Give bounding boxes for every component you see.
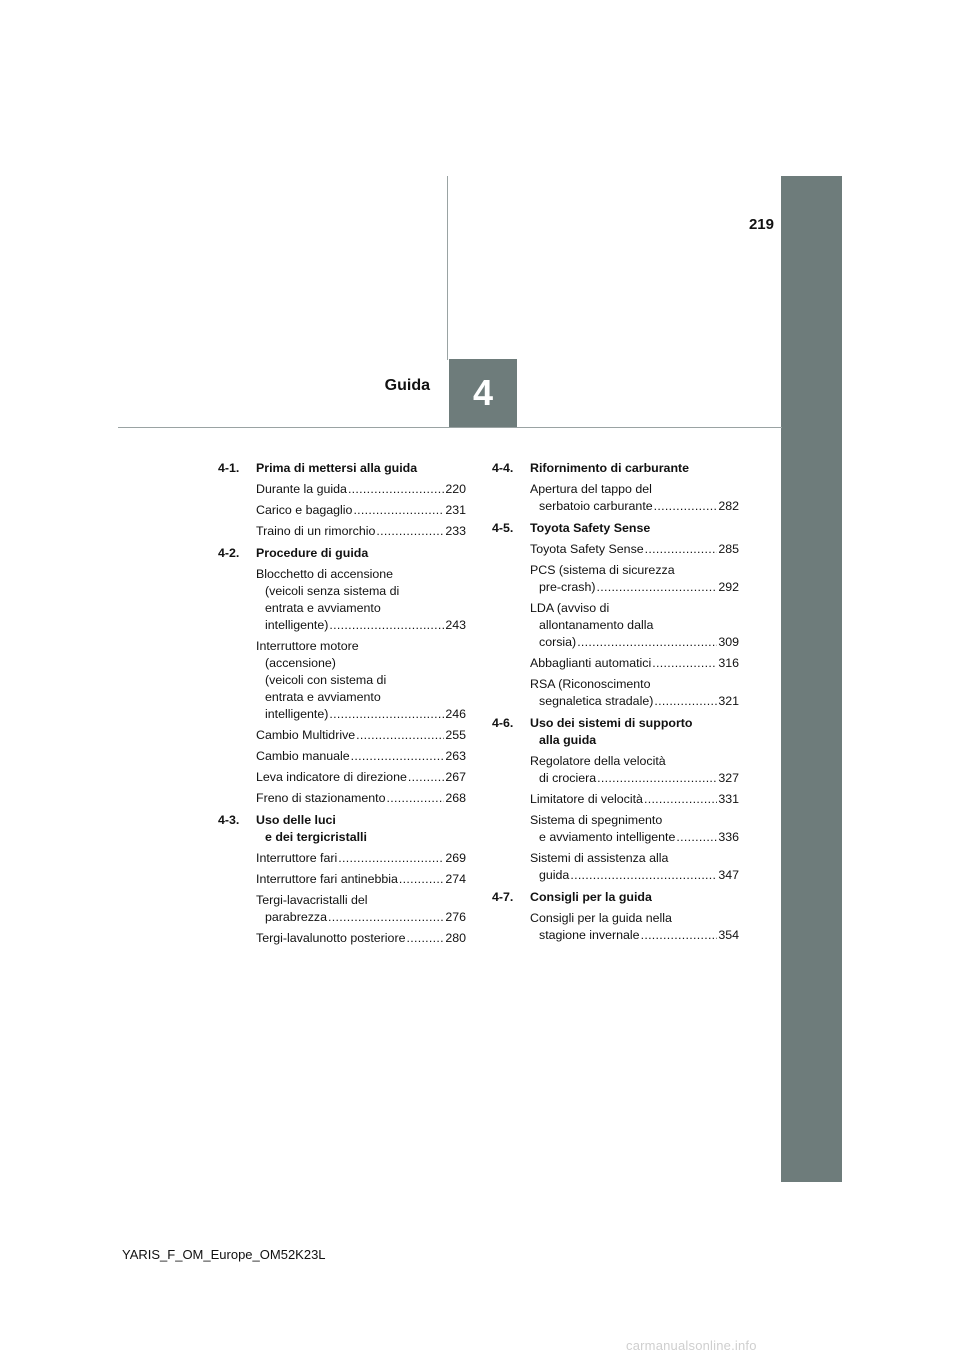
dot-leader: [570, 867, 717, 884]
entry-last-line: [530, 693, 739, 710]
section-title: [256, 545, 466, 562]
entry-page-number: 276: [445, 910, 466, 924]
entry-text-line: Interruttore fari: [256, 851, 338, 865]
entry-last-line: [256, 871, 466, 888]
section-title: [530, 889, 739, 906]
entry-page-number: 268: [445, 791, 466, 805]
dot-leader: [408, 769, 444, 786]
entry-last-line: [256, 481, 466, 498]
toc-section: [218, 545, 466, 807]
toc-entry[interactable]: [256, 523, 466, 540]
entry-last-line: [256, 909, 466, 926]
dot-leader: [376, 523, 444, 540]
toc-entry[interactable]: [530, 655, 739, 672]
entry-text-line: e avviamento intelligente: [539, 830, 676, 844]
dot-leader: [353, 502, 444, 519]
entry-text-line: (veicoli con sistema di: [265, 673, 387, 687]
entry-page-number: 263: [445, 749, 466, 763]
watermark: carmanualsonline.info: [626, 1338, 757, 1353]
toc-entry[interactable]: [256, 892, 466, 926]
section-heading: [218, 545, 466, 562]
section-title: [530, 715, 739, 749]
toc-section: [492, 520, 739, 710]
entry-text-line: corsia): [539, 635, 577, 649]
toc-entry[interactable]: [530, 600, 739, 651]
entry-text-line: intelligente): [265, 618, 329, 632]
toc-section: [218, 812, 466, 947]
entry-text-line: Cambio manuale: [256, 749, 350, 763]
entry-page-number: 321: [718, 694, 739, 708]
entry-page-number: 354: [718, 928, 739, 942]
toc-entry[interactable]: [530, 812, 739, 846]
header-vertical-rule: [447, 176, 448, 360]
chapter-sidebar-tab: [781, 176, 842, 1182]
entry-text-line: Consigli per la guida nella: [530, 911, 672, 925]
toc-entry[interactable]: [256, 790, 466, 807]
entry-text-line: guida: [539, 868, 570, 882]
toc-section: [492, 460, 739, 515]
dot-leader: [645, 541, 718, 558]
toc-entry[interactable]: [256, 871, 466, 888]
entry-last-line: [256, 769, 466, 786]
entry-last-line: [256, 850, 466, 867]
toc-column-right: [492, 460, 739, 949]
footer-doc-code: YARIS_F_OM_Europe_OM52K23L: [122, 1247, 326, 1262]
chapter-title: Guida: [384, 377, 430, 394]
entry-page-number: 327: [718, 771, 739, 785]
dot-leader: [406, 930, 444, 947]
dot-leader: [654, 498, 718, 515]
entry-text-line: Tergi-lavalunotto posteriore: [256, 931, 406, 945]
entry-text-line: Interruttore motore: [256, 639, 359, 653]
dot-leader: [329, 617, 444, 634]
entry-page-number: 243: [445, 618, 466, 632]
entry-text-line: Durante la guida: [256, 482, 347, 496]
entry-page-number: 233: [445, 524, 466, 538]
toc-entry[interactable]: [256, 769, 466, 786]
entry-last-line: [256, 617, 466, 634]
toc-entry[interactable]: [256, 727, 466, 744]
entry-text-line: Limitatore di velocità: [530, 792, 643, 806]
section-title-line: alla guida: [539, 733, 597, 747]
section-title-line: Toyota Safety Sense: [530, 521, 651, 535]
toc-entry[interactable]: [256, 638, 466, 723]
section-title: [530, 460, 739, 477]
entry-page-number: 274: [445, 872, 466, 886]
entry-page-number: 336: [718, 830, 739, 844]
entry-page-number: 292: [718, 580, 739, 594]
entry-page-number: 255: [445, 728, 466, 742]
entry-text-line: Traino di un rimorchio: [256, 524, 376, 538]
entry-last-line: [256, 930, 466, 947]
toc-section: [218, 460, 466, 540]
entry-last-line: [256, 790, 466, 807]
toc-column-left: [218, 460, 466, 952]
section-title-line: e dei tergicristalli: [265, 830, 367, 844]
dot-leader: [652, 655, 717, 672]
entry-text-line: Leva indicatore di direzione: [256, 770, 407, 784]
entry-last-line: [530, 867, 739, 884]
entry-text-line: LDA (avviso di: [530, 601, 610, 615]
entry-last-line: [530, 541, 739, 558]
entry-text-line: Abbaglianti automatici: [530, 656, 652, 670]
section-title-line: Uso delle luci: [256, 813, 336, 827]
entry-last-line: [256, 706, 466, 723]
toc-entry[interactable]: [530, 541, 739, 558]
dot-leader: [577, 634, 717, 651]
entry-last-line: [530, 579, 739, 596]
section-number: 4-7.: [492, 890, 514, 904]
entry-text-line: segnaletica stradale): [539, 694, 654, 708]
entry-text-line: Blocchetto di accensione: [256, 567, 394, 581]
entry-page-number: 231: [445, 503, 466, 517]
entry-text-line: Tergi-lavacristalli del: [256, 893, 368, 907]
dot-leader: [328, 909, 444, 926]
entry-text-line: RSA (Riconoscimento: [530, 677, 651, 691]
entry-last-line: [256, 748, 466, 765]
dot-leader: [644, 791, 717, 808]
dot-leader: [348, 481, 444, 498]
entry-text-line: Carico e bagaglio: [256, 503, 353, 517]
section-heading: [492, 889, 739, 906]
entry-text-line: serbatoio carburante: [539, 499, 653, 513]
section-number: 4-2.: [218, 546, 240, 560]
entry-text-line: allontanamento dalla: [539, 618, 654, 632]
section-number: 4-3.: [218, 813, 240, 827]
entry-last-line: [530, 791, 739, 808]
entry-page-number: 331: [718, 792, 739, 806]
toc-entry[interactable]: [256, 481, 466, 498]
entry-text-line: Toyota Safety Sense: [530, 542, 644, 556]
dot-leader: [654, 693, 717, 710]
section-number: 4-4.: [492, 461, 514, 475]
toc-entry[interactable]: [256, 850, 466, 867]
entry-last-line: [530, 770, 739, 787]
toc-entry[interactable]: [530, 753, 739, 787]
entry-text-line: intelligente): [265, 707, 329, 721]
section-title: [256, 812, 466, 846]
toc-entry[interactable]: [530, 562, 739, 596]
entry-page-number: 282: [718, 499, 739, 513]
entry-text-line: Sistemi di assistenza alla: [530, 851, 669, 865]
entry-text-line: pre-crash): [539, 580, 596, 594]
entry-last-line: [530, 927, 739, 944]
dot-leader: [596, 579, 717, 596]
toc-entry[interactable]: [530, 676, 739, 710]
entry-text-line: Freno di stazionamento: [256, 791, 386, 805]
section-heading: [218, 812, 466, 846]
entry-text-line: entrata e avviamento: [265, 601, 381, 615]
entry-last-line: [530, 498, 739, 515]
entry-page-number: 309: [718, 635, 739, 649]
section-title: [530, 520, 739, 537]
section-title: [256, 460, 466, 477]
toc-section: [492, 889, 739, 944]
entry-text-line: Regolatore della velocità: [530, 754, 666, 768]
entry-last-line: [256, 523, 466, 540]
entry-text-line: PCS (sistema di sicurezza: [530, 563, 675, 577]
entry-page-number: 316: [718, 656, 739, 670]
header-horizontal-rule: [118, 427, 782, 428]
toc-entry[interactable]: [530, 910, 739, 944]
entry-text-line: Interruttore fari antinebbia: [256, 872, 398, 886]
toc-entry[interactable]: [256, 502, 466, 519]
entry-page-number: 246: [445, 707, 466, 721]
entry-text-line: Apertura del tappo del: [530, 482, 652, 496]
section-number: 4-1.: [218, 461, 240, 475]
page-number: 219: [748, 216, 774, 233]
toc-section: [492, 715, 739, 884]
entry-text-line: (veicoli senza sistema di: [265, 584, 400, 598]
toc-entry[interactable]: [530, 791, 739, 808]
entry-page-number: 285: [718, 542, 739, 556]
entry-last-line: [530, 634, 739, 651]
entry-page-number: 267: [445, 770, 466, 784]
dot-leader: [597, 770, 717, 787]
section-number: 4-6.: [492, 716, 514, 730]
dot-leader: [676, 829, 717, 846]
chapter-number-box: [449, 359, 517, 427]
entry-text-line: (accensione): [265, 656, 336, 670]
entry-page-number: 269: [445, 851, 466, 865]
section-heading: [492, 460, 739, 477]
dot-leader: [641, 927, 718, 944]
section-heading: [492, 520, 739, 537]
section-title-line: Consigli per la guida: [530, 890, 652, 904]
entry-last-line: [530, 655, 739, 672]
section-heading: [492, 715, 739, 749]
entry-text-line: Sistema di spegnimento: [530, 813, 663, 827]
entry-page-number: 347: [718, 868, 739, 882]
entry-text-line: di crociera: [539, 771, 597, 785]
entry-last-line: [256, 727, 466, 744]
section-title-line: Uso dei sistemi di supporto: [530, 716, 693, 730]
entry-last-line: [530, 829, 739, 846]
dot-leader: [399, 871, 444, 888]
entry-text-line: entrata e avviamento: [265, 690, 381, 704]
section-title-line: Rifornimento di carburante: [530, 461, 690, 475]
entry-text-line: parabrezza: [265, 910, 327, 924]
entry-text-line: stagione invernale: [539, 928, 640, 942]
entry-text-line: Cambio Multidrive: [256, 728, 356, 742]
section-title-line: Procedure di guida: [256, 546, 369, 560]
section-number: 4-5.: [492, 521, 514, 535]
dot-leader: [338, 850, 444, 867]
toc-entry[interactable]: [256, 566, 466, 634]
section-heading: [218, 460, 466, 477]
toc-entry[interactable]: [256, 748, 466, 765]
chapter-number: 4: [472, 372, 494, 413]
dot-leader: [329, 706, 444, 723]
entry-page-number: 280: [445, 931, 466, 945]
toc-entry[interactable]: [530, 481, 739, 515]
section-title-line: Prima di mettersi alla guida: [256, 461, 418, 475]
dot-leader: [356, 727, 444, 744]
entry-last-line: [256, 502, 466, 519]
toc-entry[interactable]: [530, 850, 739, 884]
dot-leader: [351, 748, 445, 765]
entry-page-number: 220: [445, 482, 466, 496]
toc-entry[interactable]: [256, 930, 466, 947]
dot-leader: [387, 790, 445, 807]
